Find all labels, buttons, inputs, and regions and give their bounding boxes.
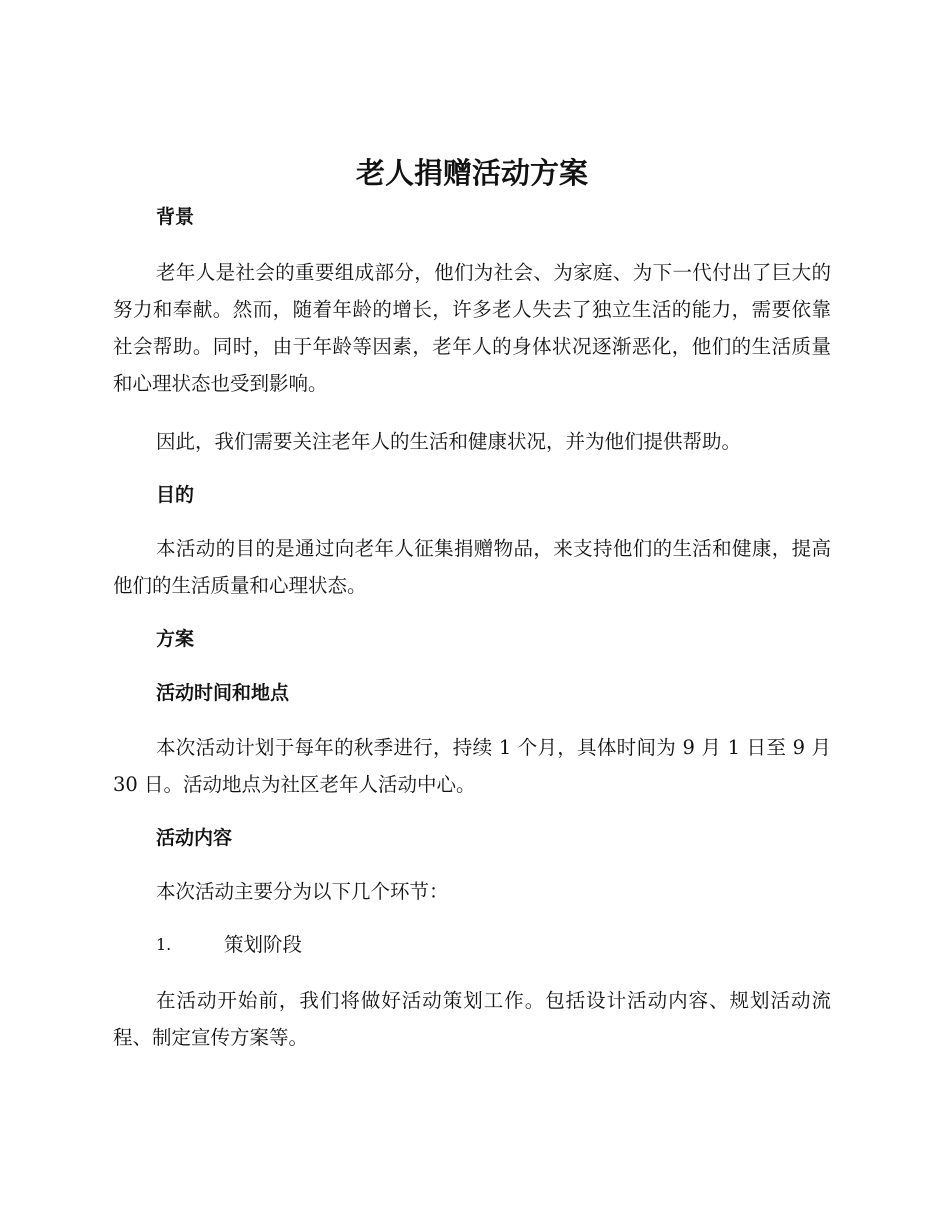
section-heading-background: 背景	[156, 206, 195, 228]
purpose-paragraph-1: 本活动的目的是通过向老年人征集捐赠物品，来支持他们的生活和健康，提高他们的生活质量和心理状态。	[113, 537, 831, 597]
subsection-heading-time-place: 活动时间和地点	[156, 682, 290, 704]
document-page	[113, 150, 831, 1056]
list-item-description: 在活动开始前，我们将做好活动策划工作。包括设计活动内容、规划活动流程、制定宣传方案等。	[113, 989, 831, 1049]
list-item	[113, 930, 831, 960]
background-paragraph-1: 老年人是社会的重要组成部分，他们为社会、为家庭、为下一代付出了巨大的努力和奉献。然而，随着年龄的增长，许多老人失去了独立生活的能力，需要依靠社会帮助。同时，由于年龄等因素，老年人的身体状况逐渐恶化，他们的生活质量和心理状态也受到影响。	[113, 261, 831, 395]
list-item-number: 1.	[156, 935, 172, 954]
subsection-heading-content: 活动内容	[156, 827, 233, 849]
document-title: 老人捐赠活动方案	[355, 156, 588, 190]
content-intro-paragraph: 本次活动主要分为以下几个环节：	[156, 880, 449, 903]
time-place-paragraph: 本次活动计划于每年的秋季进行，持续 1 个月，具体时间为 9 月 1 日至 9 月 30 日。活动地点为社区老年人活动中心。	[113, 736, 831, 796]
section-heading-plan: 方案	[156, 628, 195, 650]
list-item-label: 策划阶段	[224, 933, 303, 956]
section-heading-purpose: 目的	[156, 484, 195, 506]
background-paragraph-2: 因此，我们需要关注老年人的生活和健康状况，并为他们提供帮助。	[156, 430, 742, 453]
